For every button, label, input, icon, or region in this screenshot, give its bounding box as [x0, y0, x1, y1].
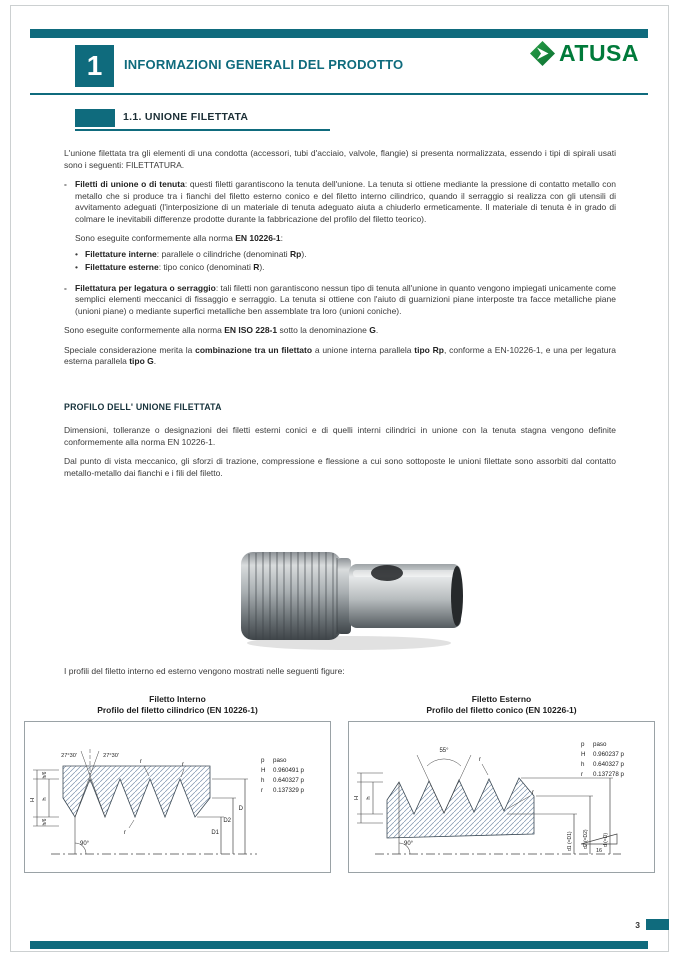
fitting-photo	[237, 540, 467, 652]
external-thread-diagram-box	[348, 721, 655, 873]
svg-text:r: r	[261, 787, 264, 794]
internal-thread-diagram-box	[24, 721, 331, 873]
chapter-number: 1	[86, 50, 103, 81]
thread-profile-figures	[24, 694, 655, 873]
taper-ratio-label: 16	[595, 848, 603, 854]
svg-text:paso: paso	[273, 757, 287, 764]
internal-dim-h6-top-label: h/6	[42, 771, 48, 779]
external-thread-figure	[348, 694, 655, 873]
svg-text:H: H	[581, 751, 586, 758]
internal-dim-H-label: H	[30, 797, 36, 803]
external-diameter-d1-label: d1 (=D1)	[567, 831, 573, 851]
paragraph: Sono eseguite conformemente alla norma EN 10226-1:	[75, 233, 283, 243]
internal-dim-h6-bottom-label: h/6	[42, 818, 48, 826]
logo-wordmark: ATUSA	[559, 40, 640, 66]
section-underline	[75, 129, 330, 131]
internal-diameter-D1-label: D1	[211, 830, 219, 836]
external-angle-90-label: 90°	[404, 841, 414, 847]
paragraph: Speciale considerazione merita la combinazione tra un filettato a unione interna parallela tipo Rp, conforme a EN-10226-1, e una per legatura esterna parallela tipo G.	[64, 344, 616, 366]
svg-text:0.640327 p: 0.640327 p	[593, 761, 624, 768]
external-radius-mid-label: r	[532, 790, 534, 796]
external-thread-caption	[348, 694, 655, 716]
internal-radius-mid-label: r	[182, 762, 184, 768]
bullet-marker: •	[75, 248, 78, 259]
svg-text:p: p	[261, 757, 265, 764]
internal-diameter-D-label: D	[238, 806, 243, 812]
top-accent-bar	[30, 29, 648, 38]
internal-thread-caption	[24, 694, 331, 716]
external-thread-subtitle: Profilo del filetto conico (EN 10226-1)	[426, 705, 577, 715]
body-text	[64, 148, 616, 487]
internal-diameter-D2-label: D2	[223, 818, 231, 824]
chapter-number-box	[75, 45, 114, 87]
threaded-fitting-image	[237, 540, 467, 652]
internal-thread-figure	[24, 694, 331, 873]
external-thread-title: Filetto Esterno	[471, 694, 532, 704]
svg-text:0.640327 p: 0.640327 p	[273, 777, 304, 784]
paragraph: Dimensioni, tolleranze o designazioni dei filetti esterni conici e di quelli interni cilindrici in unione con la tenuta stagna vengono definite conformemente alla norma EN 10226-1.	[64, 425, 616, 447]
external-flank-angle-label: 55°	[439, 748, 449, 754]
paragraph: - Filetti di unione o di tenuta: questi filetti garantiscono la tenuta dell'unione. La tenuta si ottiene mediante la pressione di contatto metallo con metallo che si produce tra i fianchi del filetto esterno conico e del filetto interno cilindrico, quando il serraggio si realizza con gli utensili di avvitamento adeguati (l'interposizione di un materiale di tenuta adeguato aiuta a chiuderlo ermeticamente. Il materiale di tenuta è in grado di colmare le inevitabili differenze prodotte durante la fabbricazione del profilo del filetto teorico).	[64, 179, 616, 224]
section-accent-box	[75, 109, 115, 127]
page-title: INFORMAZIONI GENERALI DEL PRODOTTO	[124, 57, 404, 72]
svg-text:0.137278 p: 0.137278 p	[593, 771, 624, 778]
internal-radius-bottom-label: r	[124, 830, 126, 836]
external-radius-top-label: r	[479, 757, 481, 763]
internal-flank-angle-left-label: 27°30'	[61, 753, 77, 759]
internal-thread-subtitle: Profilo del filetto cilindrico (EN 10226-1)	[97, 705, 258, 715]
external-diameter-d2-label: d2 (=D2)	[583, 829, 589, 849]
svg-text:0.960237 p: 0.960237 p	[593, 751, 624, 758]
internal-dim-h-label: h	[42, 797, 48, 801]
internal-thread-title: Filetto Interno	[149, 694, 206, 704]
internal-legend	[261, 757, 305, 794]
logo-diamond-chevron-icon	[529, 40, 556, 67]
svg-text:h: h	[581, 761, 585, 768]
external-dim-H-label: H	[354, 795, 360, 801]
internal-thread-profile	[63, 766, 210, 817]
page-number: 3	[635, 920, 640, 930]
svg-text:0.137329 p: 0.137329 p	[273, 787, 304, 794]
external-thread-profile	[387, 778, 534, 838]
svg-text:0.960491 p: 0.960491 p	[273, 767, 304, 774]
paragraph: - Filettatura per legatura o serraggio: tali filetti non garantiscono nessun tipo di tenuta all'unione in quanto vengono impiegati unicamente come semplici elementi meccanici di fissaggio e serraggio. La tenuta si ottiene con l'aiuto di guarnizioni piane interposte tra facce metalliche piane (unioni piane) o mediante superfici metalliche ben assemblate tra loro (unioni coniche).	[64, 282, 616, 316]
dash-marker: -	[64, 282, 67, 293]
internal-thread-diagram	[25, 722, 330, 872]
internal-flank-angle-right-label: 27°30'	[103, 753, 119, 759]
external-dim-h-label: h	[366, 796, 372, 800]
svg-text:H: H	[261, 767, 266, 774]
dash-marker: -	[64, 179, 67, 189]
svg-text:r: r	[581, 771, 584, 778]
paragraph: • Filettature interne: parallele o cilindriche (denominati Rp).	[75, 248, 307, 259]
paragraph: Sono eseguite conformemente alla norma EN ISO 228-1 sotto la denominazione G.	[64, 325, 379, 335]
bullet-marker: •	[75, 262, 78, 272]
paragraph: • Filettature esterne: tipo conico (denominati R).	[75, 262, 265, 272]
footer-accent-block	[646, 919, 669, 930]
internal-radius-top-label: r	[140, 759, 142, 765]
internal-angle-90-label: 90°	[80, 841, 90, 847]
svg-text:paso: paso	[593, 741, 607, 748]
section-heading: PROFILO DELL' UNIONE FILETTATA	[64, 401, 222, 412]
external-diameter-d-label: d (=D)	[603, 832, 609, 847]
header-rule	[30, 93, 648, 95]
section-title: 1.1. UNIONE FILETTATA	[123, 111, 249, 123]
paragraph: L'unione filettata tra gli elementi di una condotta (accessori, tubi d'acciaio, valvole, flangie) si presenta normalizzata, essendo i tipi di spirali usati sono i seguenti: FILETTATURA.	[64, 148, 616, 170]
atusa-logo	[529, 40, 639, 67]
external-legend	[581, 741, 625, 778]
bottom-accent-bar	[30, 941, 648, 949]
svg-text:p: p	[581, 741, 585, 748]
paragraph: Dal punto di vista meccanico, gli sforzi di trazione, compressione e flessione a cui sono sottoposte le unioni filettate sono assorbiti dal contatto metallo-metallo dai fianchi e i fili del filetto.	[64, 456, 616, 478]
external-thread-diagram	[349, 722, 654, 872]
svg-text:h: h	[261, 777, 265, 784]
figures-intro-text: I profili del filetto interno ed esterno vengono mostrati nelle seguenti figure:	[64, 666, 345, 676]
